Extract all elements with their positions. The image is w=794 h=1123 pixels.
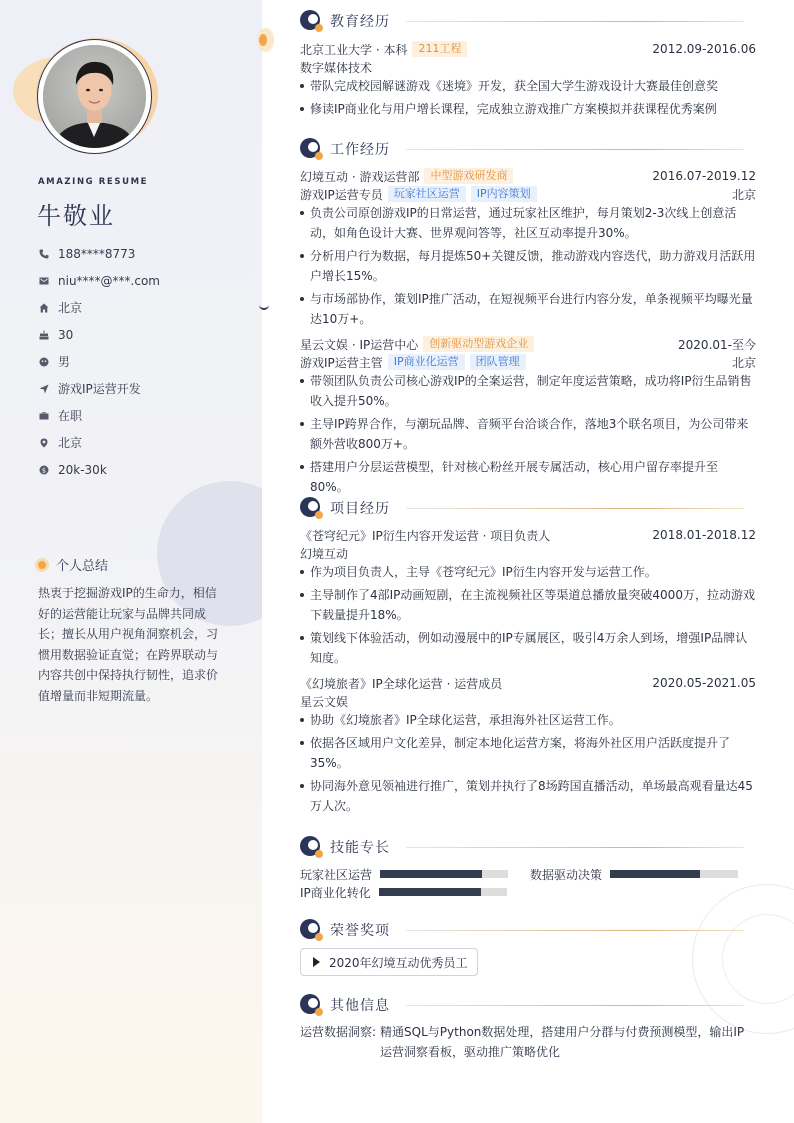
section-work-heading (300, 138, 750, 160)
major: 数字媒体技术 (300, 60, 373, 75)
project-period: 2018.01-2018.12 (652, 528, 756, 542)
home-icon (38, 302, 50, 314)
info-residence (38, 294, 160, 321)
summary-text: 热衷于挖掘游戏IP的生命力，相信好的运营能让玩家与品牌共同成长；擅长从用户视角洞察机会，习惯用数据验证直觉；在跨界联动与内容共创中保持执行韧性，追求价值增量而非短期流量。 (38, 586, 219, 703)
role-tag: IP商业化运营 (388, 354, 465, 370)
section-title: 荣誉奖项 (330, 923, 390, 939)
info-email (38, 267, 160, 294)
info-phone (38, 240, 160, 267)
section-icon (300, 919, 322, 941)
decorative-dot (257, 28, 274, 52)
list-item: 协助《幻境旅者》IP全球化运营，承担海外社区运营工作。 (300, 710, 756, 730)
info-text: 北京 (58, 301, 83, 315)
project-name: 《苍穹纪元》IP衍生内容开发运营 · 项目负责人 (300, 528, 551, 543)
list-item: 修读IP商业化与用户增长课程，完成独立游戏推广方案模拟并获课程优秀案例 (300, 99, 756, 119)
list-item: 依据各区域用户文化差异，制定本地化运营方案，将海外社区用户活跃度提升了35%。 (300, 733, 756, 773)
list-item: 负责公司原创游戏IP的日常运营，通过玩家社区维护，每月策划2-3次线上创意活动，如角色设计大赛、世界观问答等，社区互动率提升30%。 (300, 203, 756, 243)
other-info-label: 运营数据洞察: (300, 1025, 377, 1039)
section-icon (300, 10, 322, 32)
section-divider (406, 1005, 744, 1006)
info-salary (38, 456, 160, 483)
project-company-row (300, 693, 756, 709)
info-age (38, 321, 160, 348)
info-target-job (38, 375, 160, 402)
skill-name: IP商业化转化 (300, 885, 371, 900)
phone-icon (38, 248, 50, 260)
role-tag: 团队管理 (470, 354, 526, 370)
education-period: 2012.09-2016.06 (652, 42, 756, 56)
salary-icon (38, 464, 50, 476)
school-tag: 211工程 (412, 41, 467, 57)
info-text: 游戏IP运营开发 (58, 382, 141, 396)
skill-bar-fill (380, 870, 482, 878)
list-item: 带领团队负责公司核心游戏IP的全案运营，制定年度运营策略，成功将IP衍生品销售收入提升50%。 (300, 371, 756, 411)
svg-text:$: $ (41, 466, 47, 474)
other-info-row (300, 1022, 756, 1062)
section-title: 技能专长 (330, 840, 390, 856)
email-icon (38, 275, 50, 287)
award-text: 2020年幻境互动优秀员工 (329, 955, 468, 970)
section-divider (406, 847, 744, 848)
section-divider (406, 930, 744, 931)
sidebar (0, 0, 262, 1123)
school-name: 北京工业大学 · 本科 (300, 42, 408, 57)
education-school-row (300, 41, 756, 57)
info-gender (38, 348, 160, 375)
company-tag: 创新驱动型游戏企业 (423, 336, 534, 352)
contact-info-list (38, 240, 160, 483)
section-icon (300, 836, 322, 858)
company-tag: 中型游戏研发商 (424, 168, 513, 184)
job-bullets (300, 371, 756, 500)
section-honors-heading (300, 919, 750, 941)
section-projects-heading (300, 497, 750, 519)
list-item: 搭建用户分层运营模型，针对核心粉丝开展专属活动，核心用户留存率提升至80%。 (300, 457, 756, 497)
section-icon (300, 497, 322, 519)
job-company: 幻境互动 · 游戏运营部 (300, 169, 420, 184)
info-text: 北京 (58, 436, 83, 450)
job-company-row (300, 168, 756, 184)
job-role-row (300, 186, 756, 202)
info-text: 188****8773 (58, 246, 136, 261)
job-role: 游戏IP运营专员 (300, 187, 383, 202)
other-info-value: 精通SQL与Python数据处理，搭建用户分群与付费预测模型，输出IP运营洞察看板，驱动推广策略优化 (380, 1025, 745, 1059)
project-company: 星云文娱 (300, 694, 349, 709)
skill-bar (380, 870, 508, 878)
list-item: 策划线下体验活动，例如动漫展中的IP专属展区，吸引4万余人到场，增强IP品牌认知度。 (300, 628, 756, 668)
project-bullets (300, 710, 756, 819)
dot-icon (35, 558, 49, 572)
skill-item (300, 884, 507, 900)
job-role: 游戏IP运营主管 (300, 355, 383, 370)
section-icon (300, 138, 322, 160)
info-target-city (38, 429, 160, 456)
section-divider (406, 149, 744, 150)
project-bullets (300, 562, 756, 671)
section-title: 工作经历 (330, 142, 390, 158)
skill-bar (610, 870, 738, 878)
summary-heading (35, 555, 108, 574)
role-tag: 玩家社区运营 (388, 186, 466, 202)
job-city: 北京 (731, 187, 756, 202)
info-text: 30 (58, 327, 74, 342)
project-company: 幻境互动 (300, 546, 349, 561)
role-tag: IP内容策划 (471, 186, 537, 202)
avatar (37, 39, 152, 154)
job-period: 2016.07-2019.12 (652, 169, 756, 183)
job-company: 星云文娱 · IP运营中心 (300, 337, 419, 352)
list-item: 协同海外意见领袖进行推广，策划并执行了8场跨国直播活动，单场最高观看量达45万人次。 (300, 776, 756, 816)
section-title: 其他信息 (330, 998, 390, 1014)
project-company-row (300, 545, 756, 561)
section-skills-heading (300, 836, 750, 858)
briefcase-icon (38, 410, 50, 422)
section-other-heading (300, 994, 750, 1016)
education-major-row (300, 59, 756, 75)
info-status (38, 402, 160, 429)
list-item: 与市场部协作，策划IP推广活动，在短视频平台进行内容分发，单条视频平均曝光量达10万+。 (300, 289, 756, 329)
section-divider (406, 21, 744, 22)
resume-tagline: AMAZING RESUME (38, 177, 149, 187)
candidate-name: 牛敬业 (37, 202, 115, 230)
info-text: niu****@***.com (58, 273, 160, 288)
info-text: 20k-30k (58, 462, 107, 477)
location-icon (38, 437, 50, 449)
info-text: 在职 (58, 409, 83, 423)
list-item: 主导制作了4部IP动画短剧，在主流视频社区等渠道总播放量突破4000万，拉动游戏下载量提升18%。 (300, 585, 756, 625)
gender-icon (38, 356, 50, 368)
skill-bar-fill (610, 870, 700, 878)
list-item: 带队完成校园解谜游戏《迷境》开发，获全国大学生游戏设计大赛最佳创意奖 (300, 76, 756, 96)
summary-title: 个人总结 (56, 559, 109, 574)
section-title: 项目经历 (330, 501, 390, 517)
skill-bar-fill (379, 888, 481, 896)
project-period: 2020.05-2021.05 (652, 676, 756, 690)
job-company-row (300, 336, 756, 352)
skill-item (530, 866, 738, 882)
info-text: 男 (58, 355, 71, 369)
job-role-row (300, 354, 756, 370)
project-name: 《幻境旅者》IP全球化运营 · 运营成员 (300, 676, 503, 691)
skill-bar (379, 888, 507, 896)
job-period: 2020.01-至今 (678, 337, 756, 352)
section-education-heading (300, 10, 750, 32)
project-name-row (300, 675, 756, 691)
avatar-photo (43, 45, 146, 148)
send-icon (38, 383, 50, 395)
project-name-row (300, 527, 756, 543)
award-badge (300, 948, 478, 976)
skill-name: 玩家社区运营 (300, 867, 373, 882)
play-icon (313, 957, 320, 967)
job-city: 北京 (731, 355, 756, 370)
list-item: 主导IP跨界合作，与潮玩品牌、音频平台洽谈合作，落地3个联名项目，为公司带来额外营收800万+。 (300, 414, 756, 454)
section-divider (406, 508, 744, 509)
decorative-mark (259, 300, 269, 310)
skill-name: 数据驱动决策 (530, 867, 603, 882)
section-icon (300, 994, 322, 1016)
section-title: 教育经历 (330, 14, 390, 30)
list-item: 分析用户行为数据，每月提炼50+关键反馈，推动游戏内容迭代，助力游戏月活跃用户增长15%。 (300, 246, 756, 286)
job-bullets (300, 203, 756, 332)
list-item: 作为项目负责人，主导《苍穹纪元》IP衍生内容开发与运营工作。 (300, 562, 756, 582)
cake-icon (38, 329, 50, 341)
skill-item (300, 866, 508, 882)
education-bullets (300, 76, 756, 122)
